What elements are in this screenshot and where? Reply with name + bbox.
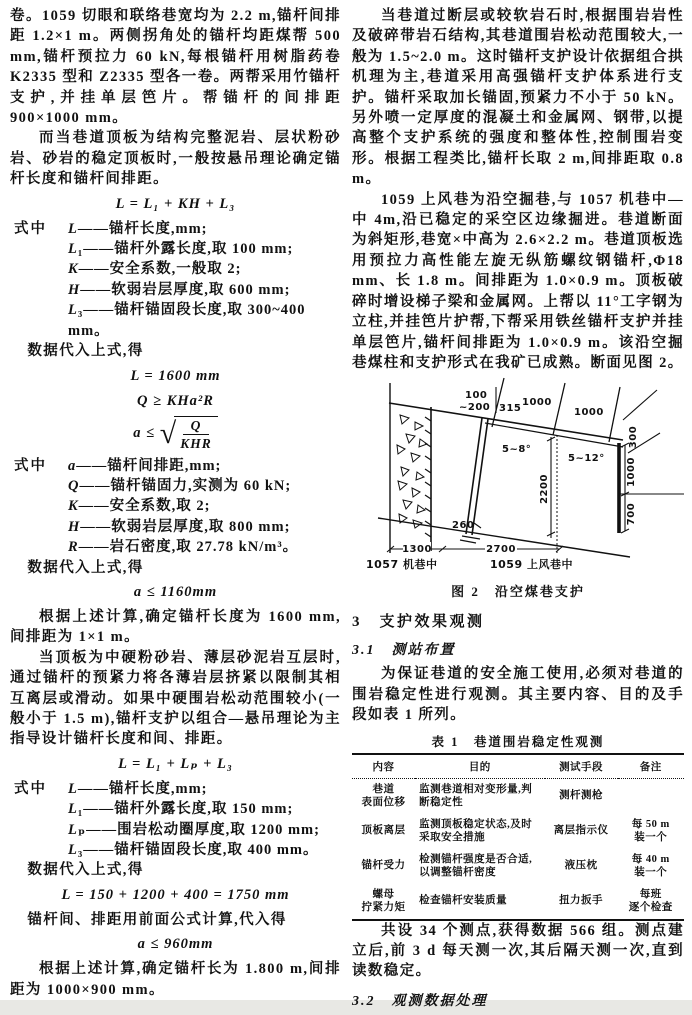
definition-list [10, 456, 341, 558]
table-cell: 检测锚杆强度是否合适,以调整锚杆密度 [419, 853, 533, 879]
dim-label: 1000 [574, 407, 604, 419]
table-header-cell: 目的 [415, 754, 544, 779]
roadway-label-1057: 1057 机巷中 [366, 558, 438, 572]
dim-label: 315 [499, 403, 522, 415]
formula-L-result: L = 1600 mm [130, 367, 221, 384]
definition-item: R——岩石密度,取 27.78 kN/m³。 [68, 539, 299, 556]
where-label: 式中 [14, 457, 47, 474]
observation-table [352, 753, 684, 921]
paragraph: 1059 上风巷为沿空掘巷,与 1057 机巷中—中 4m,沿已稳定的采空区边缘掘进。巷道断面为斜矩形,巷宽×中高为 2.6×2.2 m。巷道顶板选用预拉力高性能左旋无纵筋螺纹钢锚杆,Φ18 mm、长 1.8 m。间排距为 1.0×0.9 m。顶板破碎时增设梯子梁和金属网。上帮以 11°工字钢为立柱,并挂笆片护帮,下帮采用铁丝锚杆支护并挂单层笆片,锚杆间排距为 1.0×0.9 m。该沿空掘巷煤柱和支护形式在我矿已成熟。断面见图 2。 [352, 191, 684, 371]
definition-item: L——锚杆长度,mm; [68, 780, 208, 797]
post-footing [460, 536, 480, 543]
table-cell: 螺母 拧紧力矩 [361, 888, 406, 914]
dim-label: 300 [628, 426, 639, 449]
roof-bolt [553, 383, 565, 435]
fraction-numerator: Q [183, 418, 210, 436]
table-cell: 离层指示仪 [553, 825, 609, 837]
lead-in-line: 锚杆间、排距用前面公式计算,代入得 [27, 911, 287, 928]
table-cell: 测杆测枪 [559, 790, 604, 802]
left-column [10, 6, 341, 1000]
paragraph: 为保证巷道的安全施工使用,必须对巷道的围岩稳定性进行观测。其主要内容、目的及手段如表 1 所列。 [352, 666, 684, 724]
table-header-cell: 内容 [352, 754, 415, 779]
gob-rubble-symbols [397, 415, 427, 528]
definition-item: H——软弱岩层厚度,取 600 mm; [68, 281, 291, 298]
dim-label: 1300 [402, 544, 432, 556]
figure-2-roadway-section [352, 377, 684, 600]
paragraph: 根据上述计算,确定锚杆长为 1.800 m,间排距为 1000×900 mm。 [10, 961, 341, 998]
section-heading-3: 3 支护效果观测 [352, 614, 485, 631]
definition-item: L₃——锚杆锚固段长度,取 400 mm。 [68, 842, 319, 859]
angle-label: 5~12° [568, 453, 605, 465]
table-cell: 顶板离层 [361, 825, 406, 837]
table-row [352, 849, 684, 884]
formula-bolt-length-2: L = L₁ + Lₚ + L₃ [118, 755, 233, 772]
formula-spacing-sqrt [10, 416, 341, 452]
definition-list [10, 219, 341, 341]
dim-label: 1000 [522, 397, 552, 409]
paragraph: 卷。1059 切眼和联络巷宽均为 2.2 m,锚杆间排距 1.2×1 m。两侧拐角处的锚杆均距煤帮 500 mm,锚杆预拉力 60 kN,每根锚杆用树脂药卷 K2335 型和 Z2335 型各一卷。两帮采用竹锚杆支护,并挂单层笆片。帮锚杆的间排距 900×1000 mm。 [10, 8, 341, 127]
table-row [352, 814, 684, 849]
table-header-cell: 测试手段 [545, 754, 618, 779]
table-cell: 监测巷道相对变形量,判断稳定性 [419, 783, 533, 809]
formula-bolt-length: L = L₁ + KH + L₃ [115, 195, 236, 212]
lagging-hooks-symbol [425, 417, 431, 537]
paragraph: 当巷道过断层或较软岩石时,根据围岩岩性及破碎带岩石结构,其巷道围岩松动范围较大,一般为 1.5~2.0 m。这时锚杆支护设计依据组合拱机理为主,巷道采用高强锚杆支护体系进行支护。锚杆采取加长锚固,预紧力不小于 50 kN。另外喷一定厚度的混凝土和金属网、钢带,以提高整个支护系统的强度和整体性,控制围岩变形。根据工程类比,锚杆长取 2 m,间排距取 0.8 m。 [352, 8, 684, 188]
dim-label: ~200 [459, 402, 491, 414]
subsection-heading-3-2: 3.2 观测数据处理 [352, 993, 488, 1009]
angle-label: 5~8° [502, 444, 532, 456]
formula-L-sum: L = 150 + 1200 + 400 = 1750 mm [61, 886, 290, 903]
radical-sign: √ [159, 416, 178, 450]
definition-list [10, 779, 341, 861]
dim-label: 2200 [539, 474, 550, 505]
where-label: 式中 [14, 220, 47, 237]
paragraph: 而当巷道顶板为结构完整泥岩、层状粉砂岩、砂岩的稳定顶板时,一般按悬吊理论确定锚杆长度和锚杆间排距。 [10, 130, 341, 188]
formula-a-result: a ≤ 1160mm [133, 583, 218, 600]
definition-item: Q——锚杆锚固力,实测为 60 kN; [68, 477, 292, 494]
table-cell: 扭力扳手 [559, 895, 604, 907]
definition-item: L——锚杆长度,mm; [68, 220, 208, 237]
dim-label: 100 [465, 390, 488, 402]
dim-label: 700 [626, 503, 637, 526]
table-header-cell: 备注 [618, 754, 684, 779]
where-label: 式中 [14, 780, 47, 797]
definition-item: L₁——锚杆外露长度,取 100 mm; [68, 241, 294, 258]
table-cell: 巷道 表面位移 [361, 783, 406, 809]
subsection-heading-3-1: 3.1 测站布置 [352, 643, 456, 659]
formula-anchor-force: Q ≥ KHa²R [137, 392, 214, 409]
table-cell: 每班 逐个检查 [628, 888, 673, 914]
paragraph: 当顶板为中硬粉砂岩、薄层砂泥岩互层时,通过锚杆的预紧力将各薄岩层挤紧以限制其相互离层或滑动。如果中硬围岩松动范围较小(一般小于 1.5 m),锚杆支护以组合—悬吊理论为主指导设计锚杆长度和间、排距。 [10, 649, 341, 748]
definition-item: L₁——锚杆外露长度,取 150 mm; [68, 801, 294, 818]
definition-item: K——安全系数,取 2; [68, 498, 211, 515]
sqrt-lhs: a ≤ [133, 425, 156, 442]
figure-caption: 图 2 沿空煤巷支护 [451, 584, 585, 600]
definition-item: Lₚ——围岩松动圈厚度,取 1200 mm; [68, 821, 320, 838]
table-cell: 检查锚杆安装质量 [419, 895, 508, 907]
table-row [352, 778, 684, 814]
dim-label: 2700 [486, 544, 516, 556]
definition-item: L₃——锚杆锚固段长度,取 300~400 mm。 [68, 302, 306, 339]
table-cell: 监测顶板稳定状态,及时采取安全措施 [419, 818, 533, 844]
table-cell: 每 40 m 装一个 [631, 853, 670, 879]
dim-label: 1000 [626, 457, 637, 488]
table-title: 表 1 巷道围岩稳定性观测 [431, 734, 605, 749]
table-row [352, 884, 684, 920]
table-cell: 锚杆受力 [361, 860, 406, 872]
lead-in-line: 数据代入上式,得 [27, 559, 144, 576]
formula-a-result-2: a ≤ 960mm [137, 936, 214, 953]
table-cell: 每 50 m 装一个 [631, 818, 670, 844]
lead-in-line: 数据代入上式,得 [27, 343, 144, 360]
definition-item: a——锚杆间排距,mm; [68, 457, 222, 474]
roadway-label-1059: 1059 上风巷中 [490, 558, 573, 572]
paragraph: 根据上述计算,确定锚杆长度为 1600 mm,间排距为 1×1 m。 [10, 608, 341, 646]
table-cell: 液压枕 [564, 860, 598, 872]
definition-item: H——软弱岩层厚度,取 800 mm; [68, 518, 291, 535]
right-column [352, 6, 684, 1015]
table-cell [618, 778, 684, 814]
roadway-section-diagram [352, 377, 684, 575]
fraction-denominator: KHR [180, 436, 212, 452]
paragraph: 共设 34 个测点,获得数据 566 组。测点建立后,前 3 d 每天测一次,其后隔天测一次,直到读数稳定。 [352, 922, 684, 980]
roof-bolt [609, 387, 620, 442]
definition-item: K——安全系数,一般取 2; [68, 261, 242, 278]
table-header-row [352, 754, 684, 779]
dim-label: 260 [452, 520, 475, 532]
lead-in-line: 数据代入上式,得 [27, 862, 144, 879]
